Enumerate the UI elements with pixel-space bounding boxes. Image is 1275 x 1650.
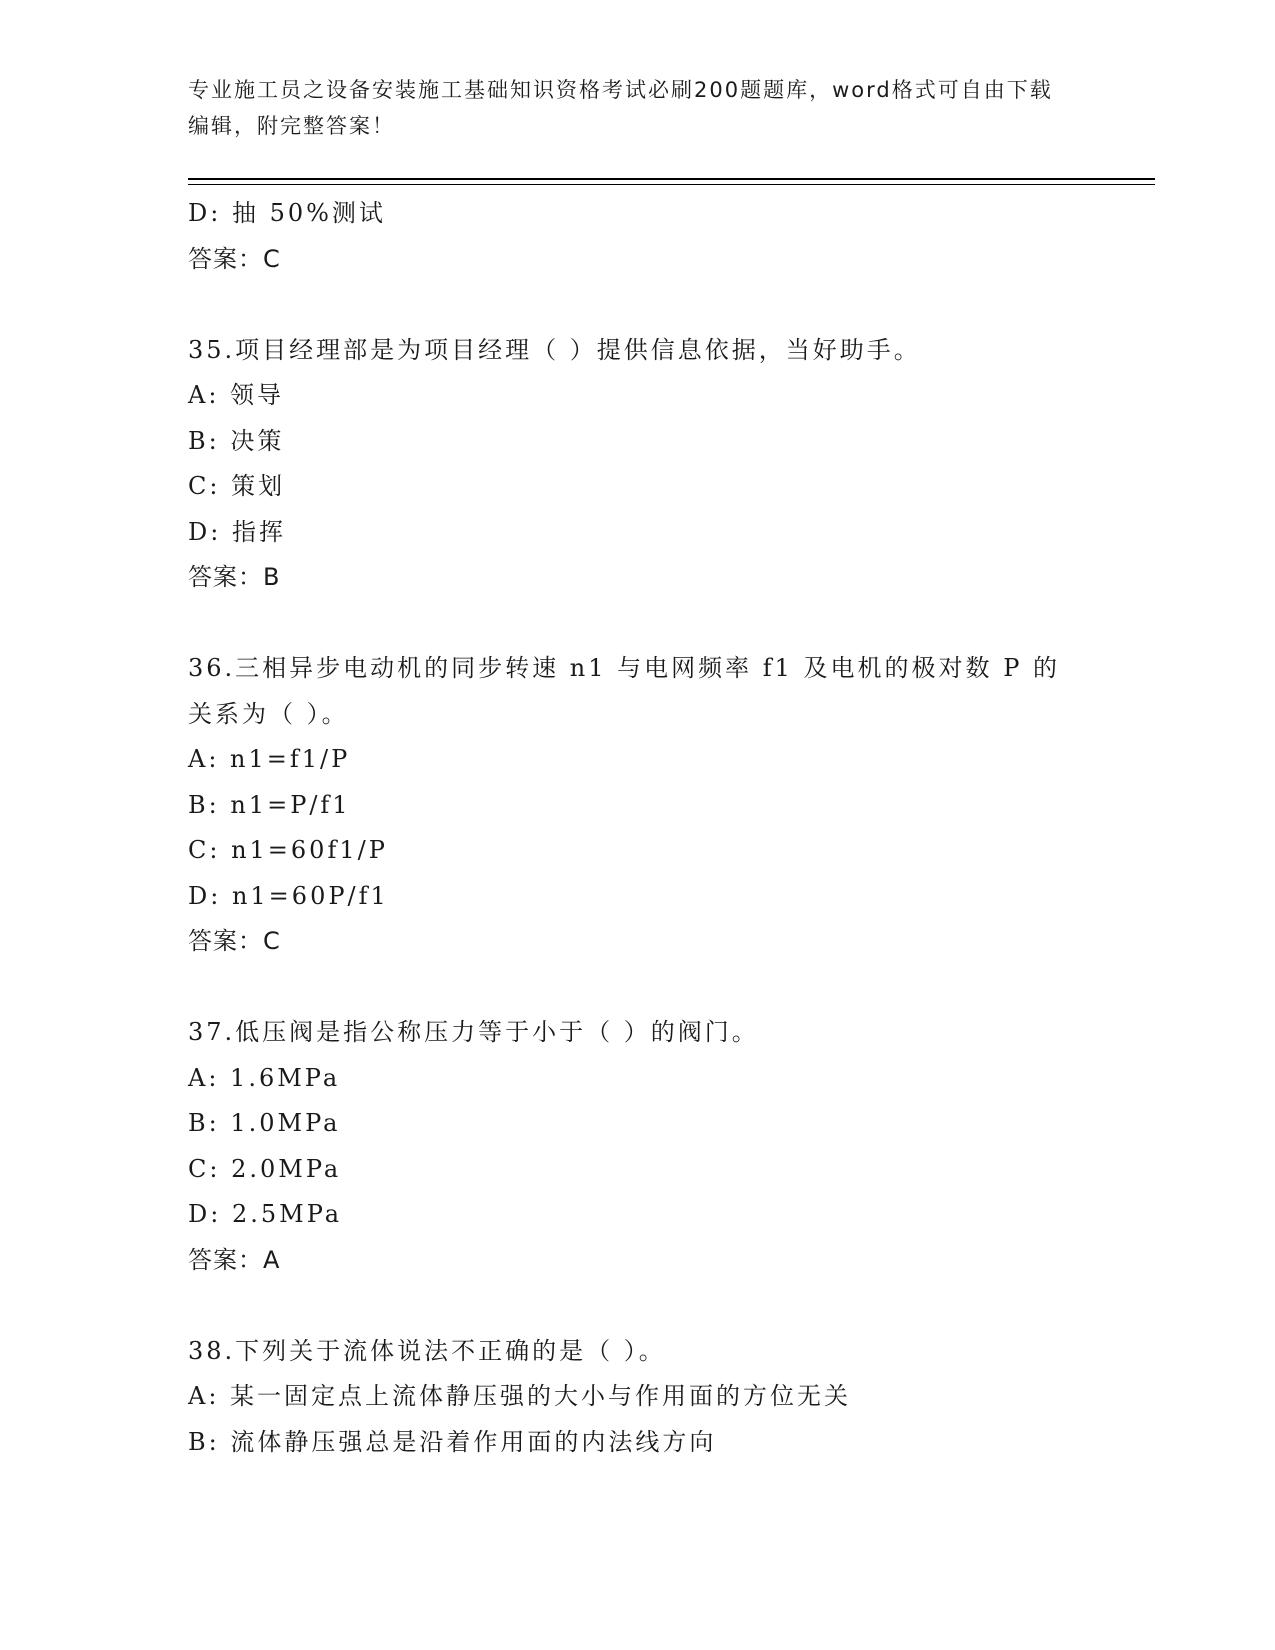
option-b: B: n1=P/f1 (188, 790, 351, 819)
option-d: D: 抽 50%测试 (188, 199, 386, 227)
header-rule-thick (188, 178, 1155, 180)
question-content (188, 191, 1088, 1465)
option-d: D: 指挥 (188, 517, 286, 546)
option-a: A: 领导 (188, 381, 285, 409)
option-c: C: 策划 (188, 472, 286, 500)
answer-line: 答案：C (188, 244, 281, 273)
question-stem: 37.低压阀是指公称压力等于小于（ ）的阀门。 (188, 1018, 759, 1046)
option-a: A: 某一固定点上流体静压强的大小与作用面的方位无关 (188, 1382, 852, 1410)
option-c: C: 2.0MPa (188, 1154, 342, 1183)
option-b: B: 1.0MPa (188, 1109, 341, 1137)
option-a: A: n1=f1/P (188, 745, 351, 773)
question-stem: 38.下列关于流体说法不正确的是（ ）。 (188, 1336, 666, 1365)
question-stem: 35.项目经理部是为项目经理（ ）提供信息依据，当好助手。 (188, 335, 921, 364)
answer-line: 答案：B (188, 563, 281, 591)
option-a: A: 1.6MPa (188, 1063, 341, 1092)
option-d: D: 2.5MPa (188, 1200, 343, 1228)
answer-line: 答案：A (188, 1245, 281, 1274)
option-b: B: 决策 (188, 426, 285, 455)
header-rule-thin (188, 184, 1155, 185)
option-d: D: n1=60P/f1 (188, 881, 389, 910)
question-stem-continued: 关系为（ ）。 (188, 699, 349, 728)
answer-line: 答案：C (188, 927, 281, 955)
option-b: B: 流体静压强总是沿着作用面的内法线方向 (188, 1427, 717, 1456)
question-stem: 36.三相异步电动机的同步转速 n1 与电网频率 f1 及电机的极对数 P 的 (188, 654, 1060, 682)
option-c: C: n1=60f1/P (188, 836, 388, 864)
document-header: 专业施工员之设备安装施工基础知识资格考试必刷200题题库，word格式可自由下载编辑，附完整答案！ (188, 78, 1053, 138)
